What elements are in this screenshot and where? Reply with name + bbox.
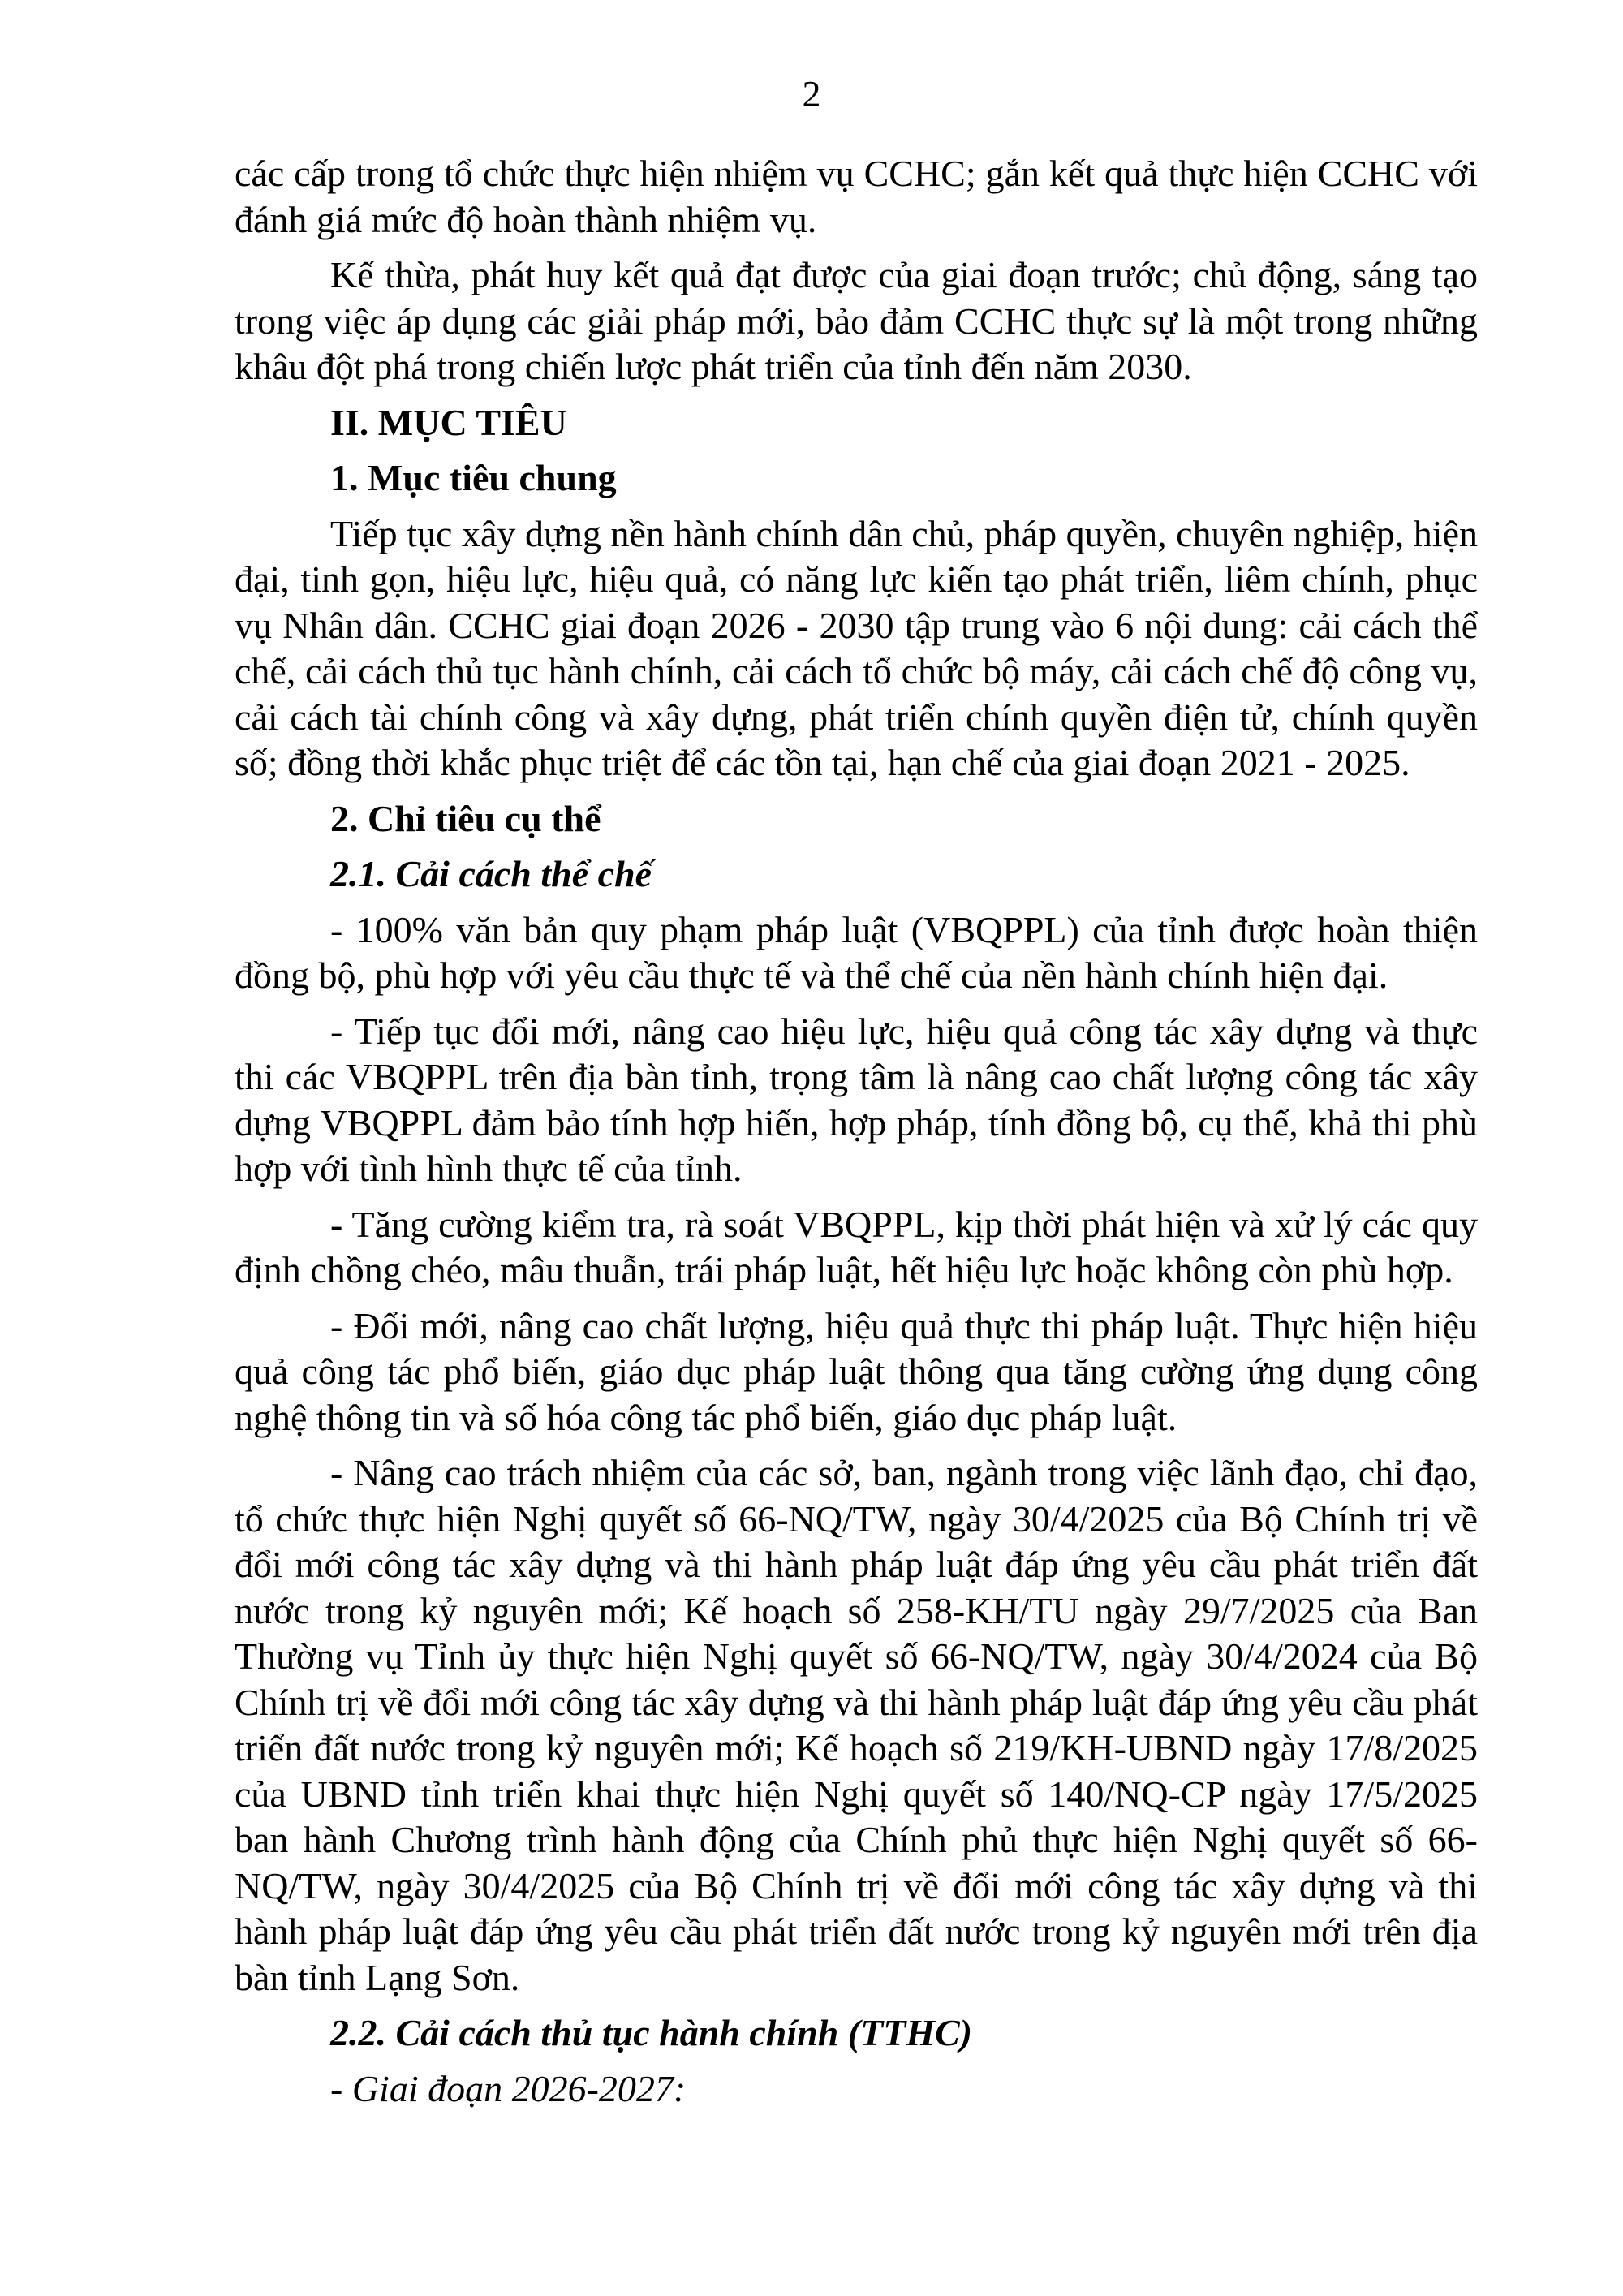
paragraph-inheritance: Kế thừa, phát huy kết quả đạt được của giai đoạn trước; chủ động, sáng tạo trong việc áp dụng các giải pháp mới, bảo đảm CCHC thực sự là một trong những khâu đột phá trong chiến lược phát triển của tỉnh đến năm 2030. bbox=[235, 254, 1478, 387]
heading-institutional-reform: 2.1. Cải cách thể chế bbox=[330, 853, 652, 894]
section-heading-objectives: II. MỤC TIÊU bbox=[330, 401, 567, 443]
heading-specific-targets: 2. Chỉ tiêu cụ thể bbox=[330, 797, 601, 839]
page-number: 2 bbox=[802, 73, 821, 114]
document-body bbox=[235, 151, 1478, 2112]
paragraph-continuation: các cấp trong tổ chức thực hiện nhiệm vụ CCHC; gắn kết quả thực hiện CCHC với đánh giá mức độ hoàn thành nhiệm vụ. bbox=[235, 153, 1478, 240]
bullet-responsibility: - Nâng cao trách nhiệm của các sở, ban, ngành trong việc lãnh đạo, chỉ đạo, tổ chức thực hiện Nghị quyết số 66-NQ/TW, ngày 30/4/2025 của Bộ Chính trị về đổi mới công tác xây dựng và thi hành pháp luật đáp ứng yêu cầu phát triển đất nước trong kỷ nguyên mới; Kế hoạch số 258-KH/TU ngày 29/7/2025 của Ban Thường vụ Tỉnh ủy thực hiện Nghị quyết số 66-NQ/TW, ngày 30/4/2024 của Bộ Chính trị về đổi mới công tác xây dựng và thi hành pháp luật đáp ứng yêu cầu phát triển đất nước trong kỷ nguyên mới; Kế hoạch số 219/KH-UBND ngày 17/8/2025 của UBND tỉnh triển khai thực hiện Nghị quyết số 140/NQ-CP ngày 17/5/2025 ban hành Chương trình hành động của Chính phủ thực hiện Nghị quyết số 66-NQ/TW, ngày 30/4/2025 của Bộ Chính trị về đổi mới công tác xây dựng và thi hành pháp luật đáp ứng yêu cầu phát triển đất nước trong kỷ nguyên mới trên địa bàn tỉnh Lạng Sơn. bbox=[235, 1452, 1478, 1998]
phase-2026-2027: - Giai đoạn 2026-2027: bbox=[330, 2067, 687, 2109]
bullet-legal-documents: - 100% văn bản quy phạm pháp luật (VBQPPL) của tỉnh được hoàn thiện đồng bộ, phù hợp với yêu cầu thực tế và thể chế của nền hành chính hiện đại. bbox=[235, 908, 1478, 996]
bullet-inspection: - Tăng cường kiểm tra, rà soát VBQPPL, kịp thời phát hiện và xử lý các quy định chồng chéo, mâu thuẫn, trái pháp luật, hết hiệu lực hoặc không còn phù hợp. bbox=[235, 1203, 1478, 1290]
bullet-innovation: - Tiếp tục đổi mới, nâng cao hiệu lực, hiệu quả công tác xây dựng và thực thi các VBQPPL trên địa bàn tỉnh, trọng tâm là nâng cao chất lượng công tác xây dựng VBQPPL đảm bảo tính hợp hiến, hợp pháp, tính đồng bộ, cụ thể, khả thi phù hợp với tình hình thực tế của tỉnh. bbox=[235, 1010, 1478, 1189]
heading-general-objective: 1. Mục tiêu chung bbox=[330, 457, 617, 498]
paragraph-general-objective: Tiếp tục xây dựng nền hành chính dân chủ, pháp quyền, chuyên nghiệp, hiện đại, tinh gọn, hiệu lực, hiệu quả, có năng lực kiến tạo phát triển, liêm chính, phục vụ Nhân dân. CCHC giai đoạn 2026 - 2030 tập trung vào 6 nội dung: cải cách thể chế, cải cách thủ tục hành chính, cải cách tổ chức bộ máy, cải cách chế độ công vụ, cải cách tài chính công và xây dựng, phát triển chính quyền điện tử, chính quyền số; đồng thời khắc phục triệt để các tồn tại, hạn chế của giai đoạn 2021 - 2025. bbox=[235, 512, 1478, 783]
heading-administrative-procedure-reform: 2.2. Cải cách thủ tục hành chính (TTHC) bbox=[330, 2012, 973, 2053]
bullet-law-enforcement: - Đổi mới, nâng cao chất lượng, hiệu quả thực thi pháp luật. Thực hiện hiệu quả công tác phổ biến, giáo dục pháp luật thông qua tăng cường ứng dụng công nghệ thông tin và số hóa công tác phổ biến, giáo dục pháp luật. bbox=[235, 1304, 1478, 1438]
